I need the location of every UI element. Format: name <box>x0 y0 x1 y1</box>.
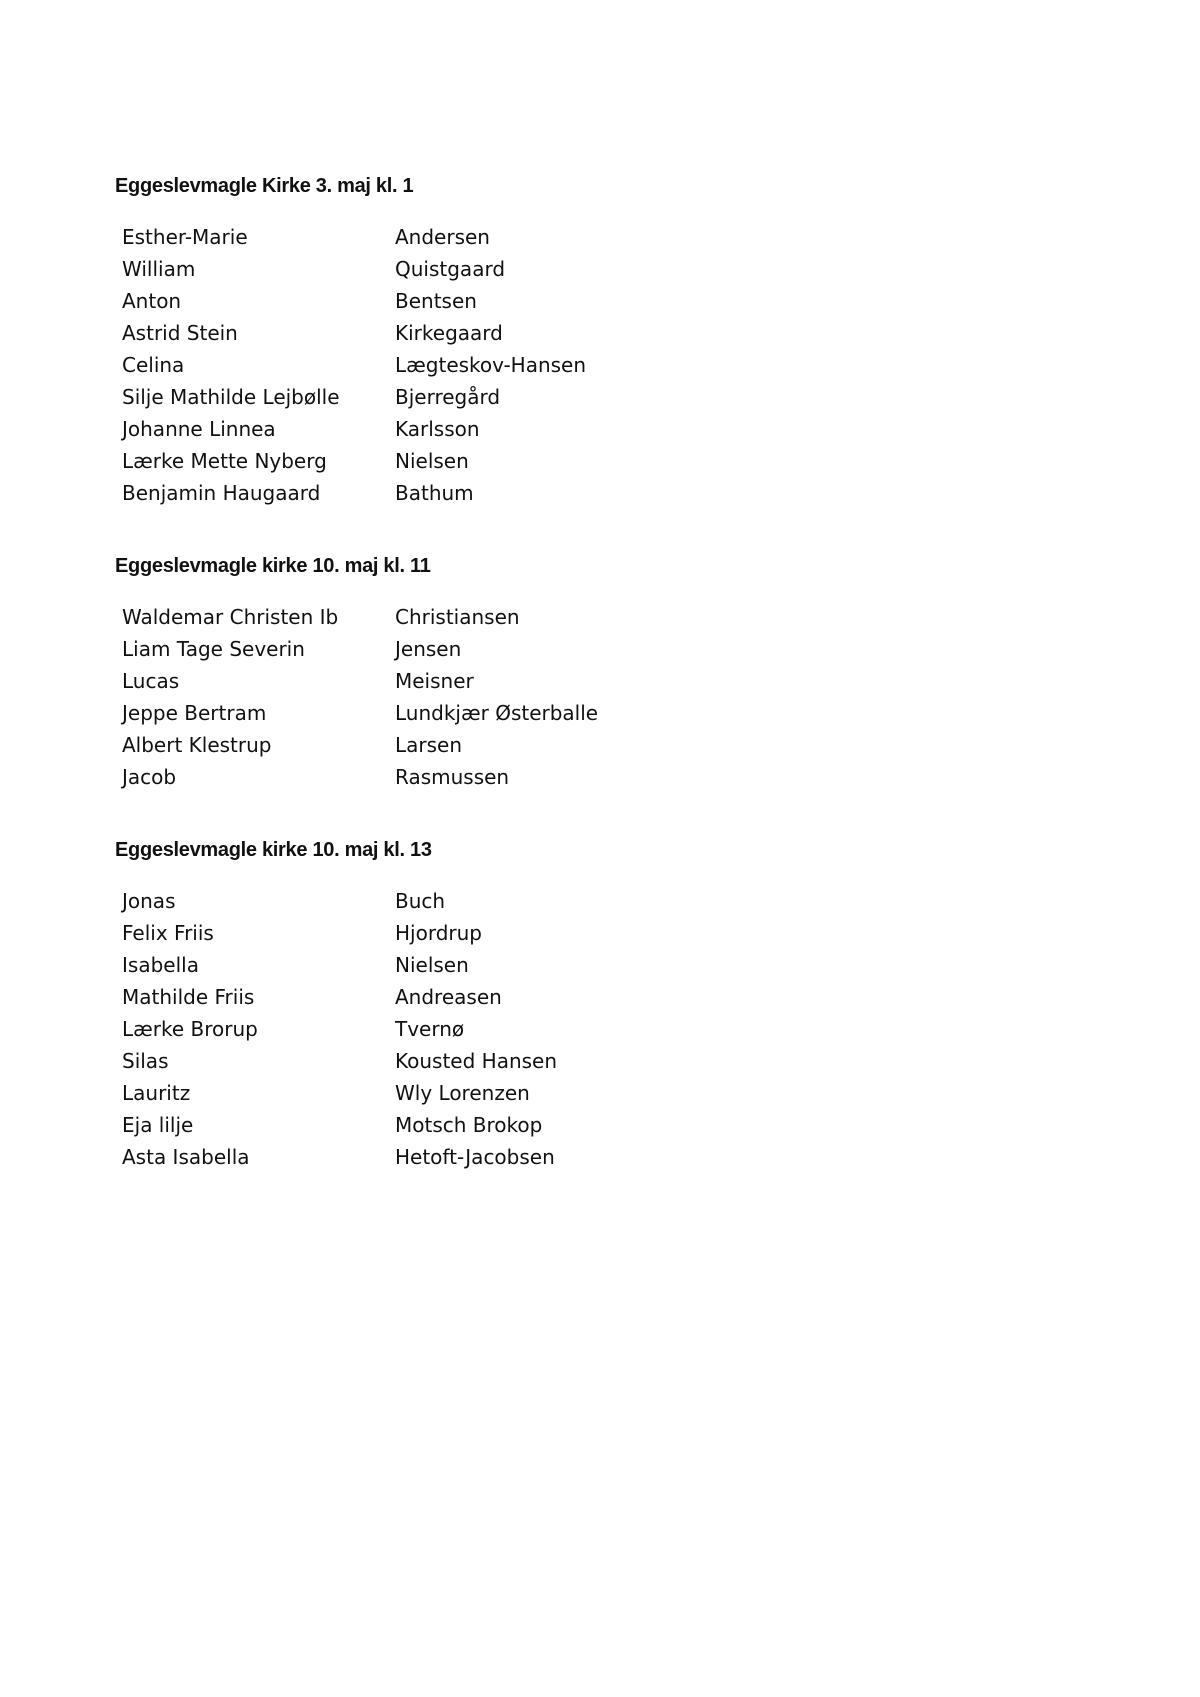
name-row <box>122 633 815 665</box>
last-name: Lundkjær Østerballe <box>395 701 599 725</box>
first-name: Isabella <box>122 953 199 977</box>
name-row <box>122 221 815 253</box>
name-list <box>122 221 815 509</box>
service-section-1 <box>115 173 815 509</box>
first-name: Lucas <box>122 669 180 693</box>
last-name: Meisner <box>395 669 474 693</box>
name-row <box>122 917 815 949</box>
first-name: Eja lilje <box>122 1113 194 1137</box>
first-name: Jeppe Bertram <box>122 701 267 725</box>
first-name: Felix Friis <box>122 921 214 945</box>
section-title: Eggeslevmagle kirke 10. maj kl. 11 <box>115 555 431 577</box>
first-name: Jonas <box>122 889 176 913</box>
last-name: Nielsen <box>395 449 469 473</box>
section-title: Eggeslevmagle Kirke 3. maj kl. 1 <box>115 175 414 197</box>
first-name: Lærke Brorup <box>122 1017 258 1041</box>
last-name: Quistgaard <box>395 257 506 281</box>
first-name: Silas <box>122 1049 169 1073</box>
name-row <box>122 1013 815 1045</box>
last-name: Jensen <box>395 637 462 661</box>
first-name: William <box>122 257 196 281</box>
name-row <box>122 949 815 981</box>
last-name: Buch <box>395 889 446 913</box>
name-row <box>122 981 815 1013</box>
last-name: Lægteskov-Hansen <box>395 353 587 377</box>
name-row <box>122 601 815 633</box>
last-name: Rasmussen <box>395 765 510 789</box>
name-list <box>122 885 815 1173</box>
name-row <box>122 413 815 445</box>
name-row <box>122 697 815 729</box>
first-name: Celina <box>122 353 185 377</box>
last-name: Christiansen <box>395 605 520 629</box>
name-row <box>122 477 815 509</box>
last-name: Nielsen <box>395 953 469 977</box>
first-name: Albert Klestrup <box>122 733 272 757</box>
first-name: Asta Isabella <box>122 1145 250 1169</box>
first-name: Astrid Stein <box>122 321 238 345</box>
first-name: Benjamin Haugaard <box>122 481 321 505</box>
name-row <box>122 253 815 285</box>
last-name: Hetoft-Jacobsen <box>395 1145 555 1169</box>
last-name: Kousted Hansen <box>395 1049 558 1073</box>
section-title: Eggeslevmagle kirke 10. maj kl. 13 <box>115 839 432 861</box>
last-name: Bjerregård <box>395 385 501 409</box>
last-name: Larsen <box>395 733 463 757</box>
first-name: Waldemar Christen Ib <box>122 605 339 629</box>
last-name: Andreasen <box>395 985 502 1009</box>
first-name: Anton <box>122 289 182 313</box>
last-name: Motsch Brokop <box>395 1113 543 1137</box>
name-row <box>122 285 815 317</box>
last-name: Andersen <box>395 225 490 249</box>
last-name: Kirkegaard <box>395 321 503 345</box>
service-section-2 <box>115 553 815 793</box>
last-name: Bentsen <box>395 289 477 313</box>
name-row <box>122 665 815 697</box>
last-name: Karlsson <box>395 417 480 441</box>
name-row <box>122 729 815 761</box>
first-name: Esther-Marie <box>122 225 248 249</box>
first-name: Mathilde Friis <box>122 985 255 1009</box>
first-name: Johanne Linnea <box>122 417 276 441</box>
name-row <box>122 349 815 381</box>
name-row <box>122 381 815 413</box>
name-row <box>122 761 815 793</box>
name-row <box>122 1141 815 1173</box>
last-name: Hjordrup <box>395 921 482 945</box>
name-row <box>122 885 815 917</box>
first-name: Liam Tage Severin <box>122 637 305 661</box>
first-name: Lauritz <box>122 1081 191 1105</box>
name-row <box>122 1109 815 1141</box>
first-name: Jacob <box>122 765 177 789</box>
first-name: Lærke Mette Nyberg <box>122 449 327 473</box>
name-list <box>122 601 815 793</box>
last-name: Tvernø <box>395 1017 465 1041</box>
name-row <box>122 1045 815 1077</box>
name-row <box>122 445 815 477</box>
name-row <box>122 317 815 349</box>
first-name: Silje Mathilde Lejbølle <box>122 385 340 409</box>
last-name: Bathum <box>395 481 474 505</box>
last-name: Wly Lorenzen <box>395 1081 530 1105</box>
name-row <box>122 1077 815 1109</box>
service-section-3 <box>115 837 815 1173</box>
